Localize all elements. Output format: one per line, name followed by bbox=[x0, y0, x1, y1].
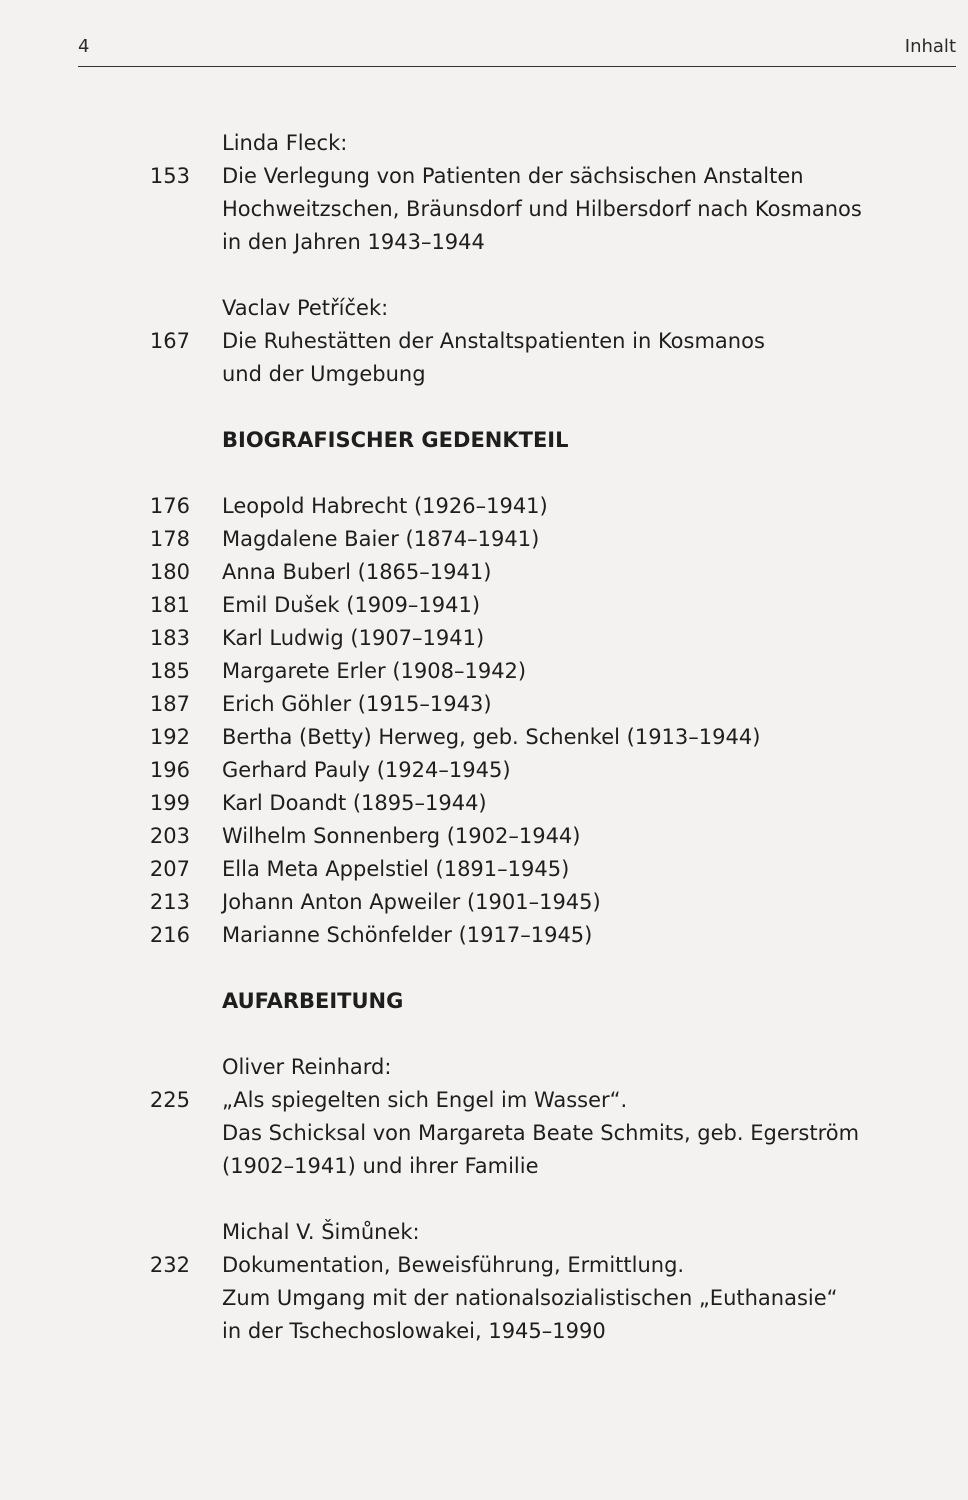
page-number: 4 bbox=[78, 36, 90, 57]
toc-title-line: Hochweitzschen, Bräunsdorf und Hilbersdorf nach Kosmanos bbox=[222, 197, 862, 221]
toc-entry bbox=[0, 1249, 968, 1282]
header-rule bbox=[78, 66, 956, 67]
toc-entry bbox=[0, 1084, 968, 1117]
toc-entry: 178 Magdalene Baier (1874–1941) bbox=[149, 527, 540, 551]
toc-title: Dokumentation, Beweisführung, Ermittlung. bbox=[222, 1253, 685, 1277]
toc-entry: 207 Ella Meta Appelstiel (1891–1945) bbox=[149, 857, 570, 881]
toc-page-number: 167 bbox=[149, 329, 190, 353]
toc-title-line: in den Jahren 1943–1944 bbox=[222, 230, 485, 254]
toc-entry: 180 Anna Buberl (1865–1941) bbox=[149, 560, 492, 584]
toc-page-number: 153 bbox=[149, 164, 190, 188]
toc-entry: 199 Karl Doandt (1895–1944) bbox=[149, 791, 487, 815]
toc-entry: 185 Margarete Erler (1908–1942) bbox=[149, 659, 527, 683]
toc-title-line: in der Tschechoslowakei, 1945–1990 bbox=[222, 1319, 606, 1343]
toc-entry: 187 Erich Göhler (1915–1943) bbox=[149, 692, 492, 716]
toc-page-number: 232 bbox=[149, 1253, 190, 1277]
section-heading-aufarbeitung: AUFARBEITUNG bbox=[222, 989, 404, 1013]
toc-entry: 181 Emil Dušek (1909–1941) bbox=[149, 593, 481, 617]
toc-entry bbox=[0, 160, 968, 193]
toc-entry: 192 Bertha (Betty) Herweg, geb. Schenkel (1913–1944) bbox=[149, 725, 761, 749]
toc-title-line: Zum Umgang mit der nationalsozialistischen „Euthanasie“ bbox=[222, 1286, 838, 1310]
toc-entry: 176 Leopold Habrecht (1926–1941) bbox=[149, 494, 548, 518]
toc-title: Die Ruhestätten der Anstaltspatienten in Kosmanos bbox=[222, 329, 765, 353]
toc-entry-author: Michal V. Šimůnek: bbox=[222, 1220, 420, 1244]
toc-entry-author: Oliver Reinhard: bbox=[222, 1055, 392, 1079]
toc-title: „Als spiegelten sich Engel im Wasser“. bbox=[222, 1088, 628, 1112]
toc-entry: 213 Johann Anton Apweiler (1901–1945) bbox=[149, 890, 601, 914]
toc-page-number: 225 bbox=[149, 1088, 190, 1112]
section-heading-biografie: BIOGRAFISCHER GEDENKTEIL bbox=[222, 428, 569, 452]
running-header: Inhalt bbox=[904, 36, 956, 57]
toc-title-line: Das Schicksal von Margareta Beate Schmits, geb. Egerström bbox=[222, 1121, 860, 1145]
toc-entry: 216 Marianne Schönfelder (1917–1945) bbox=[149, 923, 593, 947]
toc-title-line: und der Umgebung bbox=[222, 362, 426, 386]
toc-entry: 183 Karl Ludwig (1907–1941) bbox=[149, 626, 485, 650]
toc-title: Die Verlegung von Patienten der sächsischen Anstalten bbox=[222, 164, 804, 188]
toc-entry-author: Vaclav Petříček: bbox=[222, 296, 389, 320]
toc-entry bbox=[0, 325, 968, 358]
toc-title-line: (1902–1941) und ihrer Familie bbox=[222, 1154, 539, 1178]
toc-entry: 203 Wilhelm Sonnenberg (1902–1944) bbox=[149, 824, 581, 848]
toc-entry-author: Linda Fleck: bbox=[222, 131, 348, 155]
toc-entry: 196 Gerhard Pauly (1924–1945) bbox=[149, 758, 511, 782]
